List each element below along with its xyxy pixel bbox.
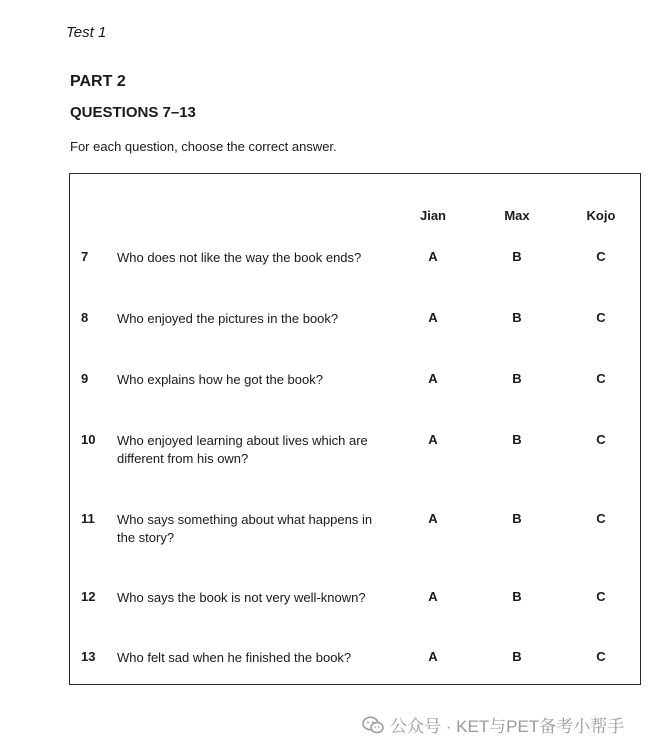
question-text: Who enjoyed the pictures in the book? (117, 311, 339, 326)
question-text: Who enjoyed learning about lives which are different from his own? (117, 433, 368, 466)
option-b[interactable]: B (512, 589, 522, 604)
column-header-jian: Jian (419, 208, 446, 223)
part-title: PART 2 (70, 73, 126, 90)
question-number: 10 (81, 432, 96, 447)
option-a[interactable]: A (428, 371, 438, 386)
question-text: Who says the book is not very well-known? (117, 590, 366, 605)
option-b[interactable]: B (512, 371, 522, 386)
question-text: Who felt sad when he finished the book? (117, 650, 352, 665)
option-c[interactable]: C (596, 589, 606, 604)
question-text: Who explains how he got the book? (117, 372, 323, 387)
question-text: Who does not like the way the book ends? (117, 250, 362, 265)
questions-title: QUESTIONS 7–13 (70, 104, 196, 121)
option-a[interactable]: A (428, 511, 438, 526)
question-number: 9 (81, 371, 89, 386)
option-b[interactable]: B (512, 511, 522, 526)
option-c[interactable]: C (596, 432, 606, 447)
option-c[interactable]: C (596, 371, 606, 386)
option-c[interactable]: C (596, 511, 606, 526)
wechat-icon (362, 716, 384, 734)
watermark (362, 712, 624, 737)
option-c[interactable]: C (596, 310, 606, 325)
option-a[interactable]: A (428, 432, 438, 447)
watermark-text: 公众号 · KET与PET备考小帮手 (390, 717, 625, 736)
test-label: Test 1 (66, 24, 107, 41)
instruction-text: For each question, choose the correct answer. (70, 139, 337, 154)
option-a[interactable]: A (428, 310, 438, 325)
question-number: 7 (81, 249, 89, 264)
option-c[interactable]: C (596, 249, 606, 264)
option-a[interactable]: A (428, 649, 438, 664)
question-number: 8 (81, 310, 89, 325)
option-a[interactable]: A (428, 249, 438, 264)
option-b[interactable]: B (512, 432, 522, 447)
option-b[interactable]: B (512, 310, 522, 325)
option-b[interactable]: B (512, 249, 522, 264)
question-number: 12 (81, 589, 96, 604)
option-c[interactable]: C (596, 649, 606, 664)
question-text: Who says something about what happens in the story? (117, 512, 373, 545)
question-number: 13 (81, 649, 96, 664)
question-number: 11 (81, 511, 95, 526)
option-a[interactable]: A (428, 589, 438, 604)
option-b[interactable]: B (512, 649, 522, 664)
column-header-max: Max (504, 208, 530, 223)
column-header-kojo: Kojo (586, 208, 616, 223)
